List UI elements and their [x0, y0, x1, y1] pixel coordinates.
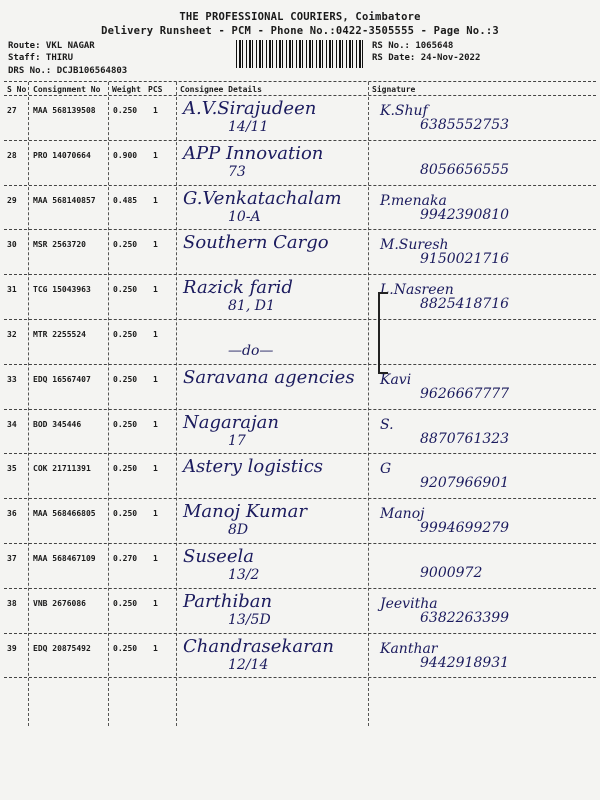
- row-consignee-address: 81, D1: [228, 298, 275, 315]
- row-consignment-number: MAA 568140857: [33, 195, 96, 205]
- row-serial-number: 29: [7, 195, 17, 205]
- row-pieces: 1: [153, 240, 158, 250]
- row-consignee-address: 17: [228, 432, 246, 449]
- col-pcs-header: PCS: [148, 85, 163, 94]
- row-consignment-number: TCG 15043963: [33, 285, 91, 295]
- row-signature: Kanthar: [380, 640, 438, 657]
- row-consignee-address: 8D: [228, 522, 249, 539]
- header-bottom-rule: [4, 95, 596, 96]
- row-phone: 6382263399: [420, 609, 510, 626]
- row-consignee-name: Chandrasekaran: [183, 635, 335, 657]
- route-label: Route: VKL NAGAR: [8, 41, 95, 51]
- row-separator: [4, 229, 596, 230]
- row-consignee-name: Parthiban: [183, 590, 273, 612]
- col-sno-header: S No: [7, 85, 27, 94]
- row-weight: 0.250: [113, 509, 138, 519]
- row-consignee-address: 10-A: [228, 208, 261, 225]
- row-serial-number: 30: [7, 240, 17, 250]
- row-weight: 0.485: [113, 195, 138, 205]
- row-signature: M.Suresh: [380, 237, 449, 254]
- row-consignee-name: Southern Cargo: [183, 232, 329, 254]
- row-phone: 9207966901: [420, 475, 510, 492]
- row-pieces: 1: [153, 554, 158, 563]
- row-consignee-name: Nagarajan: [183, 411, 279, 433]
- row-pieces: 1: [153, 464, 158, 474]
- rs-date: RS Date: 24-Nov-2022: [372, 53, 481, 63]
- row-serial-number: 38: [7, 598, 17, 608]
- row-consignment-number: MSR 2563720: [33, 240, 86, 250]
- row-consignee-address: 73: [228, 163, 246, 180]
- column-divider: [28, 82, 29, 726]
- row-phone: 9994699279: [420, 520, 510, 537]
- row-consignment-number: MAA 568466805: [33, 509, 96, 519]
- row-signature: S.: [380, 416, 394, 433]
- row-consignee-address: —do—: [228, 343, 274, 359]
- row-serial-number: 37: [7, 554, 17, 563]
- company-title: THE PROFESSIONAL COURIERS, Coimbatore: [179, 11, 421, 23]
- column-divider: [108, 82, 109, 726]
- col-consignment-header: Consignment No: [33, 85, 101, 94]
- barcode: [236, 40, 364, 68]
- staff-label: Staff: THIRU: [8, 53, 74, 63]
- row-phone: 9000972: [420, 565, 483, 581]
- row-phone: 9442918931: [420, 654, 510, 671]
- row-separator: [4, 274, 596, 275]
- row-consignee-name: Manoj Kumar: [183, 501, 307, 523]
- row-signature: L.Nasreen: [380, 282, 454, 299]
- row-separator: [4, 409, 596, 410]
- drs-number: DRS No.: DCJB106564803: [8, 66, 128, 76]
- row-phone: 8056656555: [420, 161, 510, 178]
- row-phone: 8870761323: [420, 430, 510, 447]
- row-serial-number: 31: [7, 285, 17, 295]
- row-serial-number: 27: [7, 106, 17, 115]
- row-serial-number: 36: [7, 509, 17, 519]
- row-consignment-number: EDQ 16567407: [33, 374, 91, 384]
- row-consignment-number: MAA 568139508: [33, 106, 96, 115]
- col-signature-header: Signature: [372, 85, 416, 94]
- row-pieces: 1: [153, 150, 158, 160]
- row-consignment-number: COK 21711391: [33, 464, 91, 474]
- row-consignment-number: VNB 2676086: [33, 598, 86, 608]
- row-consignee-address: 13/2: [228, 567, 260, 583]
- row-signature: Kavi: [380, 371, 412, 388]
- column-divider: [368, 82, 369, 726]
- rs-number: RS No.: 1065648: [372, 41, 454, 51]
- runsheet-subtitle: Delivery Runsheet - PCM - Phone No.:0422-3505555 - Page No.:3: [101, 25, 499, 37]
- row-serial-number: 35: [7, 464, 17, 474]
- ditto-bracket: [378, 292, 388, 374]
- row-phone: 9626667777: [420, 385, 510, 402]
- row-consignee-address: 12/14: [228, 656, 269, 673]
- row-consignment-number: MTR 2255524: [33, 330, 86, 339]
- row-signature: K.Shuf: [380, 103, 428, 119]
- row-weight: 0.250: [113, 285, 138, 295]
- row-pieces: 1: [153, 509, 158, 519]
- row-consignee-address: 14/11: [228, 119, 269, 135]
- row-signature: P.menaka: [380, 192, 447, 209]
- col-weight-header: Weight: [112, 85, 141, 94]
- row-consignment-number: PRO 14070664: [33, 150, 91, 160]
- header-top-rule: [4, 81, 596, 82]
- row-separator: [4, 140, 596, 141]
- row-pieces: 1: [153, 285, 158, 295]
- row-consignment-number: EDQ 20875492: [33, 643, 91, 653]
- row-separator: [4, 633, 596, 634]
- row-weight: 0.250: [113, 598, 138, 608]
- row-separator: [4, 498, 596, 499]
- row-phone: 9942390810: [420, 206, 510, 223]
- row-consignee-name: Suseela: [183, 546, 254, 567]
- row-serial-number: 39: [7, 643, 17, 653]
- row-separator: [4, 185, 596, 186]
- row-weight: 0.250: [113, 419, 138, 429]
- row-signature: G: [380, 461, 392, 478]
- row-serial-number: 33: [7, 374, 17, 384]
- row-consignee-name: Saravana agencies: [183, 366, 355, 388]
- row-pieces: 1: [153, 195, 158, 205]
- row-separator: [4, 453, 596, 454]
- row-pieces: 1: [153, 374, 158, 384]
- row-pieces: 1: [153, 598, 158, 608]
- row-separator: [4, 364, 596, 365]
- row-phone: 9150021716: [420, 251, 510, 268]
- row-pieces: 1: [153, 330, 158, 339]
- row-pieces: 1: [153, 419, 158, 429]
- row-weight: 0.250: [113, 643, 138, 653]
- row-pieces: 1: [153, 643, 158, 653]
- row-signature: Manoj: [380, 506, 425, 523]
- row-phone: 6385552753: [420, 117, 510, 133]
- row-consignment-number: MAA 568467109: [33, 554, 96, 563]
- row-serial-number: 34: [7, 419, 17, 429]
- row-serial-number: 32: [7, 330, 17, 339]
- row-consignee-name: Astery logistics: [183, 456, 324, 478]
- row-weight: 0.250: [113, 464, 138, 474]
- col-consignee-header: Consignee Details: [180, 85, 262, 94]
- column-divider: [176, 82, 177, 726]
- row-consignee-name: Razick farid: [183, 277, 293, 299]
- row-consignee-name: G.Venkatachalam: [183, 187, 342, 209]
- row-weight: 0.900: [113, 150, 138, 160]
- row-consignee-name: A.V.Sirajudeen: [183, 98, 317, 119]
- row-weight: 0.270: [113, 554, 138, 563]
- row-pieces: 1: [153, 106, 158, 115]
- row-consignee-address: 13/5D: [228, 611, 271, 628]
- row-weight: 0.250: [113, 106, 138, 115]
- row-consignee-name: APP Innovation: [183, 142, 324, 164]
- row-separator: [4, 543, 596, 544]
- row-signature: Jeevitha: [380, 595, 438, 612]
- row-separator: [4, 588, 596, 589]
- row-weight: 0.250: [113, 330, 138, 339]
- row-separator: [4, 677, 596, 678]
- row-separator: [4, 319, 596, 320]
- row-phone: 8825418716: [420, 296, 510, 313]
- row-consignment-number: BOD 345446: [33, 419, 82, 429]
- row-serial-number: 28: [7, 150, 17, 160]
- row-weight: 0.250: [113, 374, 138, 384]
- row-weight: 0.250: [113, 240, 138, 250]
